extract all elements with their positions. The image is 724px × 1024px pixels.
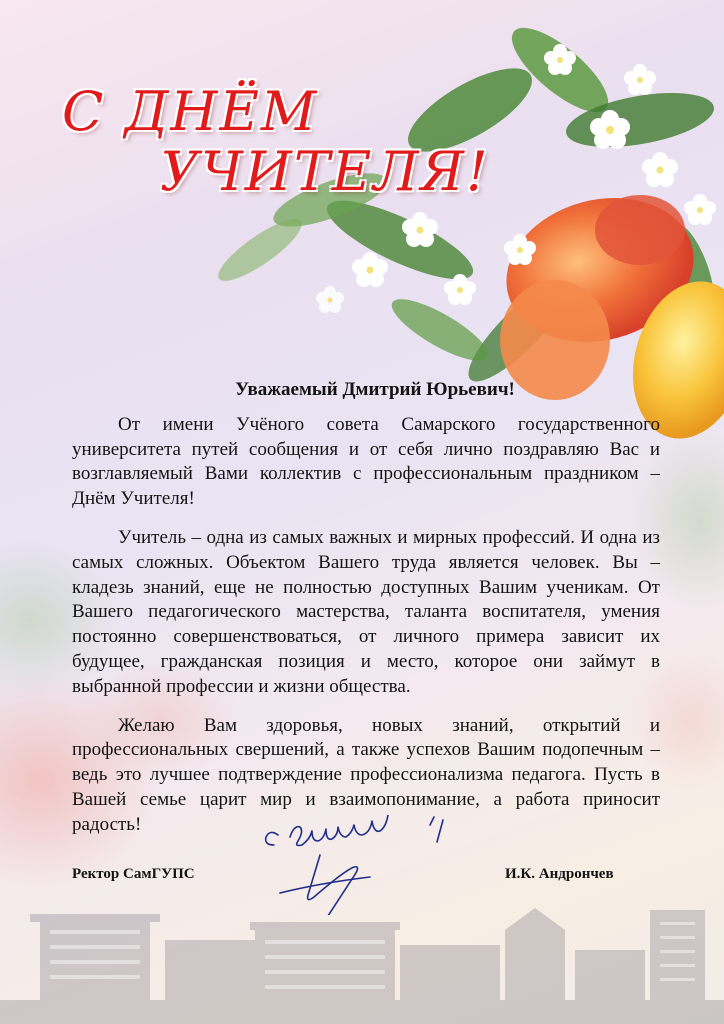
letter-paragraph-2: Учитель – одна из самых важных и мирных профессий. И одна из самых сложных. Объектом Вашего труда является человек. Вы – кладезь знаний, еще не полностью доступных Вашим ученикам. От Вашего педагогического мастерства, таланта воспитателя, умения постоянно совершенствоваться, от личного примера зависит их будущее, гражданская позиция и место, которое они займут в выбранной профессии и жизни общества. [72, 526, 660, 697]
letter-body [72, 378, 660, 852]
letter-paragraph-3: Желаю Вам здоровья, новых знаний, открытий и профессиональных свершений, а также успехов Вашим подопечным – ведь это лучшее подтверждение профессионализма педагога. Пусть в Вашей семье царит мир и взаимопонимание, а работа приносит радость! [72, 714, 660, 835]
signatory-name: И.К. Андрончев [505, 866, 614, 882]
letter-paragraph-1: От имени Учёного совета Самарского государственного университета путей сообщения и от себя лично поздравляю Вас и возглавляемый Вами коллектив с профессиональным праздником – Днём Учителя! [72, 413, 660, 510]
signatory-role: Ректор СамГУПС [72, 866, 195, 882]
campus-buildings-illustration [0, 890, 724, 1024]
greeting-title-line-2: УЧИТЕЛЯ! [160, 140, 490, 203]
salutation: Уважаемый Дмитрий Юрьевич! [235, 379, 515, 400]
greeting-title-line-1: С ДНЁМ [62, 80, 319, 143]
